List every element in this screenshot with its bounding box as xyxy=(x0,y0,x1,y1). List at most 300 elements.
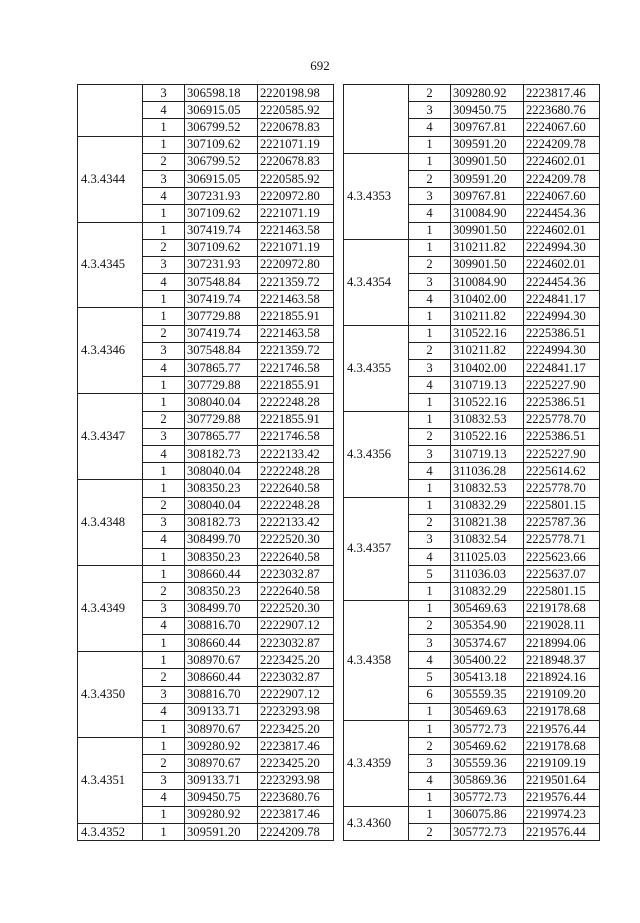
point-number-cell: 4 xyxy=(409,463,451,480)
point-number-cell: 3 xyxy=(143,85,185,102)
y-coordinate-cell: 2219178.68 xyxy=(524,600,600,617)
y-coordinate-cell: 2225778.71 xyxy=(524,531,600,548)
x-coordinate-cell: 308350.23 xyxy=(185,480,258,497)
y-coordinate-cell: 2220972.80 xyxy=(258,256,334,273)
y-coordinate-cell: 2222133.42 xyxy=(258,514,334,531)
x-coordinate-cell: 309591.20 xyxy=(451,136,524,153)
y-coordinate-cell: 2225801.15 xyxy=(524,497,600,514)
x-coordinate-cell: 311025.03 xyxy=(451,549,524,566)
y-coordinate-cell: 2219109.19 xyxy=(524,755,600,772)
table-body xyxy=(344,85,600,841)
point-number-cell: 1 xyxy=(409,806,451,823)
point-number-cell: 2 xyxy=(143,497,185,514)
coordinate-table-right xyxy=(343,84,600,841)
x-coordinate-cell: 310821.38 xyxy=(451,514,524,531)
parcel-id-cell: 4.3.4358 xyxy=(344,600,409,720)
point-number-cell: 3 xyxy=(143,256,185,273)
x-coordinate-cell: 308660.44 xyxy=(185,566,258,583)
table-row xyxy=(78,652,334,669)
x-coordinate-cell: 305559.35 xyxy=(451,686,524,703)
y-coordinate-cell: 2220585.92 xyxy=(258,170,334,187)
y-coordinate-cell: 2222907.12 xyxy=(258,617,334,634)
x-coordinate-cell: 309591.20 xyxy=(451,170,524,187)
parcel-id-cell: 4.3.4344 xyxy=(78,136,143,222)
x-coordinate-cell: 310211.82 xyxy=(451,308,524,325)
y-coordinate-cell: 2222640.58 xyxy=(258,549,334,566)
x-coordinate-cell: 309280.92 xyxy=(185,738,258,755)
x-coordinate-cell: 306799.52 xyxy=(185,119,258,136)
x-coordinate-cell: 308499.70 xyxy=(185,531,258,548)
x-coordinate-cell: 310832.29 xyxy=(451,583,524,600)
y-coordinate-cell: 2219576.44 xyxy=(524,720,600,737)
x-coordinate-cell: 308660.44 xyxy=(185,669,258,686)
x-coordinate-cell: 308182.73 xyxy=(185,514,258,531)
point-number-cell: 1 xyxy=(143,738,185,755)
table-row xyxy=(78,222,334,239)
y-coordinate-cell: 2224602.01 xyxy=(524,222,600,239)
y-coordinate-cell: 2224994.30 xyxy=(524,308,600,325)
y-coordinate-cell: 2224841.17 xyxy=(524,291,600,308)
table-row xyxy=(78,738,334,755)
y-coordinate-cell: 2223817.46 xyxy=(258,738,334,755)
table-row xyxy=(344,806,600,823)
x-coordinate-cell: 310832.53 xyxy=(451,480,524,497)
y-coordinate-cell: 2222133.42 xyxy=(258,445,334,462)
y-coordinate-cell: 2223425.20 xyxy=(258,755,334,772)
y-coordinate-cell: 2222640.58 xyxy=(258,480,334,497)
x-coordinate-cell: 306799.52 xyxy=(185,153,258,170)
x-coordinate-cell: 307231.93 xyxy=(185,256,258,273)
y-coordinate-cell: 2219178.68 xyxy=(524,738,600,755)
x-coordinate-cell: 309901.50 xyxy=(451,256,524,273)
y-coordinate-cell: 2223032.87 xyxy=(258,635,334,652)
point-number-cell: 1 xyxy=(143,549,185,566)
x-coordinate-cell: 308350.23 xyxy=(185,583,258,600)
point-number-cell: 4 xyxy=(143,102,185,119)
parcel-id-cell: 4.3.4355 xyxy=(344,325,409,411)
y-coordinate-cell: 2221071.19 xyxy=(258,239,334,256)
y-coordinate-cell: 2223680.76 xyxy=(258,789,334,806)
x-coordinate-cell: 310084.90 xyxy=(451,274,524,291)
y-coordinate-cell: 2223817.46 xyxy=(524,85,600,102)
point-number-cell: 4 xyxy=(143,274,185,291)
point-number-cell: 2 xyxy=(143,755,185,772)
x-coordinate-cell: 308970.67 xyxy=(185,652,258,669)
point-number-cell: 1 xyxy=(143,824,185,841)
point-number-cell: 5 xyxy=(409,566,451,583)
y-coordinate-cell: 2224994.30 xyxy=(524,342,600,359)
point-number-cell: 3 xyxy=(143,600,185,617)
x-coordinate-cell: 306075.86 xyxy=(451,806,524,823)
y-coordinate-cell: 2225778.70 xyxy=(524,480,600,497)
point-number-cell: 1 xyxy=(409,394,451,411)
point-number-cell: 1 xyxy=(143,308,185,325)
point-number-cell: 1 xyxy=(409,239,451,256)
x-coordinate-cell: 307231.93 xyxy=(185,188,258,205)
y-coordinate-cell: 2225623.66 xyxy=(524,549,600,566)
table-row xyxy=(78,480,334,497)
point-number-cell: 3 xyxy=(409,360,451,377)
x-coordinate-cell: 309450.75 xyxy=(451,102,524,119)
y-coordinate-cell: 2221071.19 xyxy=(258,136,334,153)
y-coordinate-cell: 2219576.44 xyxy=(524,789,600,806)
y-coordinate-cell: 2223293.98 xyxy=(258,703,334,720)
table-row xyxy=(344,85,600,102)
x-coordinate-cell: 310522.16 xyxy=(451,325,524,342)
point-number-cell: 3 xyxy=(143,772,185,789)
y-coordinate-cell: 2225386.51 xyxy=(524,428,600,445)
point-number-cell: 3 xyxy=(143,342,185,359)
point-number-cell: 1 xyxy=(409,600,451,617)
x-coordinate-cell: 308350.23 xyxy=(185,549,258,566)
page-number: 692 xyxy=(310,58,330,73)
parcel-id-cell: 4.3.4354 xyxy=(344,239,409,325)
y-coordinate-cell: 2223032.87 xyxy=(258,669,334,686)
point-number-cell: 4 xyxy=(409,205,451,222)
y-coordinate-cell: 2224994.30 xyxy=(524,239,600,256)
x-coordinate-cell: 310719.13 xyxy=(451,445,524,462)
y-coordinate-cell: 2222248.28 xyxy=(258,463,334,480)
x-coordinate-cell: 308040.04 xyxy=(185,463,258,480)
point-number-cell: 3 xyxy=(409,102,451,119)
point-number-cell: 2 xyxy=(143,153,185,170)
parcel-id-cell: 4.3.4348 xyxy=(78,480,143,566)
y-coordinate-cell: 2220198.98 xyxy=(258,85,334,102)
y-coordinate-cell: 2222907.12 xyxy=(258,686,334,703)
y-coordinate-cell: 2222640.58 xyxy=(258,583,334,600)
x-coordinate-cell: 307865.77 xyxy=(185,360,258,377)
x-coordinate-cell: 305354.90 xyxy=(451,617,524,634)
point-number-cell: 2 xyxy=(409,428,451,445)
y-coordinate-cell: 2225614.62 xyxy=(524,463,600,480)
x-coordinate-cell: 305772.73 xyxy=(451,720,524,737)
point-number-cell: 1 xyxy=(409,411,451,428)
y-coordinate-cell: 2224209.78 xyxy=(524,170,600,187)
table-row xyxy=(344,325,600,342)
y-coordinate-cell: 2224067.60 xyxy=(524,188,600,205)
x-coordinate-cell: 305772.73 xyxy=(451,789,524,806)
x-coordinate-cell: 307865.77 xyxy=(185,428,258,445)
y-coordinate-cell: 2221359.72 xyxy=(258,274,334,291)
y-coordinate-cell: 2223425.20 xyxy=(258,720,334,737)
x-coordinate-cell: 308970.67 xyxy=(185,755,258,772)
parcel-id-cell: 4.3.4357 xyxy=(344,497,409,600)
point-number-cell: 1 xyxy=(143,652,185,669)
point-number-cell: 1 xyxy=(409,789,451,806)
y-coordinate-cell: 2225227.90 xyxy=(524,377,600,394)
x-coordinate-cell: 310402.00 xyxy=(451,291,524,308)
point-number-cell: 3 xyxy=(409,531,451,548)
y-coordinate-cell: 2224209.78 xyxy=(258,824,334,841)
y-coordinate-cell: 2220972.80 xyxy=(258,188,334,205)
point-number-cell: 1 xyxy=(143,205,185,222)
x-coordinate-cell: 306598.18 xyxy=(185,85,258,102)
point-number-cell: 2 xyxy=(143,411,185,428)
y-coordinate-cell: 2223817.46 xyxy=(258,806,334,823)
y-coordinate-cell: 2223293.98 xyxy=(258,772,334,789)
x-coordinate-cell: 309591.20 xyxy=(185,824,258,841)
table-row xyxy=(344,239,600,256)
x-coordinate-cell: 305469.62 xyxy=(451,738,524,755)
y-coordinate-cell: 2224841.17 xyxy=(524,360,600,377)
y-coordinate-cell: 2222248.28 xyxy=(258,394,334,411)
point-number-cell: 3 xyxy=(143,514,185,531)
x-coordinate-cell: 307109.62 xyxy=(185,239,258,256)
y-coordinate-cell: 2223425.20 xyxy=(258,652,334,669)
parcel-id-cell: 4.3.4349 xyxy=(78,566,143,652)
table-row xyxy=(78,566,334,583)
point-number-cell: 1 xyxy=(143,806,185,823)
y-coordinate-cell: 2224454.36 xyxy=(524,205,600,222)
x-coordinate-cell: 309901.50 xyxy=(451,222,524,239)
table-row xyxy=(78,136,334,153)
point-number-cell: 2 xyxy=(143,239,185,256)
x-coordinate-cell: 311036.03 xyxy=(451,566,524,583)
x-coordinate-cell: 307109.62 xyxy=(185,136,258,153)
point-number-cell: 1 xyxy=(409,308,451,325)
point-number-cell: 1 xyxy=(409,703,451,720)
y-coordinate-cell: 2223032.87 xyxy=(258,566,334,583)
y-coordinate-cell: 2218994.06 xyxy=(524,635,600,652)
x-coordinate-cell: 305400.22 xyxy=(451,652,524,669)
x-coordinate-cell: 307729.88 xyxy=(185,377,258,394)
x-coordinate-cell: 305469.63 xyxy=(451,600,524,617)
point-number-cell: 4 xyxy=(143,617,185,634)
y-coordinate-cell: 2220678.83 xyxy=(258,153,334,170)
point-number-cell: 2 xyxy=(409,824,451,841)
point-number-cell: 2 xyxy=(143,583,185,600)
y-coordinate-cell: 2221359.72 xyxy=(258,342,334,359)
x-coordinate-cell: 305772.73 xyxy=(451,824,524,841)
x-coordinate-cell: 306915.05 xyxy=(185,102,258,119)
point-number-cell: 3 xyxy=(409,274,451,291)
y-coordinate-cell: 2218924.16 xyxy=(524,669,600,686)
y-coordinate-cell: 2218948.37 xyxy=(524,652,600,669)
y-coordinate-cell: 2224602.01 xyxy=(524,153,600,170)
x-coordinate-cell: 307419.74 xyxy=(185,222,258,239)
y-coordinate-cell: 2221071.19 xyxy=(258,205,334,222)
point-number-cell: 1 xyxy=(143,463,185,480)
x-coordinate-cell: 310084.90 xyxy=(451,205,524,222)
point-number-cell: 3 xyxy=(409,635,451,652)
point-number-cell: 3 xyxy=(409,445,451,462)
parcel-id-cell: 4.3.4359 xyxy=(344,720,409,806)
x-coordinate-cell: 308040.04 xyxy=(185,497,258,514)
x-coordinate-cell: 305559.36 xyxy=(451,755,524,772)
x-coordinate-cell: 305469.63 xyxy=(451,703,524,720)
point-number-cell: 2 xyxy=(409,617,451,634)
table-row xyxy=(344,153,600,170)
point-number-cell: 1 xyxy=(409,497,451,514)
x-coordinate-cell: 310402.00 xyxy=(451,360,524,377)
parcel-id-cell: 4.3.4360 xyxy=(344,806,409,840)
x-coordinate-cell: 308816.70 xyxy=(185,617,258,634)
y-coordinate-cell: 2220678.83 xyxy=(258,119,334,136)
x-coordinate-cell: 307548.84 xyxy=(185,274,258,291)
point-number-cell: 3 xyxy=(409,755,451,772)
point-number-cell: 2 xyxy=(409,738,451,755)
parcel-id-cell: 4.3.4352 xyxy=(78,824,143,841)
point-number-cell: 1 xyxy=(143,291,185,308)
y-coordinate-cell: 2225386.51 xyxy=(524,394,600,411)
x-coordinate-cell: 308182.73 xyxy=(185,445,258,462)
parcel-id-cell: 4.3.4351 xyxy=(78,738,143,824)
point-number-cell: 1 xyxy=(409,480,451,497)
point-number-cell: 4 xyxy=(409,549,451,566)
x-coordinate-cell: 305413.18 xyxy=(451,669,524,686)
x-coordinate-cell: 311036.28 xyxy=(451,463,524,480)
x-coordinate-cell: 307109.62 xyxy=(185,205,258,222)
point-number-cell: 4 xyxy=(143,789,185,806)
x-coordinate-cell: 309450.75 xyxy=(185,789,258,806)
x-coordinate-cell: 305869.36 xyxy=(451,772,524,789)
x-coordinate-cell: 308499.70 xyxy=(185,600,258,617)
parcel-id-cell xyxy=(344,85,409,154)
point-number-cell: 4 xyxy=(143,188,185,205)
table-row xyxy=(344,720,600,737)
parcel-id-cell: 4.3.4356 xyxy=(344,411,409,497)
point-number-cell: 2 xyxy=(409,85,451,102)
y-coordinate-cell: 2221746.58 xyxy=(258,428,334,445)
y-coordinate-cell: 2221463.58 xyxy=(258,325,334,342)
point-number-cell: 1 xyxy=(143,480,185,497)
parcel-id-cell: 4.3.4353 xyxy=(344,153,409,239)
y-coordinate-cell: 2221463.58 xyxy=(258,222,334,239)
x-coordinate-cell: 308040.04 xyxy=(185,394,258,411)
point-number-cell: 4 xyxy=(409,652,451,669)
y-coordinate-cell: 2219974.23 xyxy=(524,806,600,823)
point-number-cell: 2 xyxy=(409,514,451,531)
y-coordinate-cell: 2224602.01 xyxy=(524,256,600,273)
table-body xyxy=(78,85,334,841)
point-number-cell: 6 xyxy=(409,686,451,703)
y-coordinate-cell: 2221746.58 xyxy=(258,360,334,377)
point-number-cell: 2 xyxy=(143,669,185,686)
point-number-cell: 4 xyxy=(143,703,185,720)
x-coordinate-cell: 307729.88 xyxy=(185,308,258,325)
point-number-cell: 4 xyxy=(409,291,451,308)
x-coordinate-cell: 306915.05 xyxy=(185,170,258,187)
point-number-cell: 2 xyxy=(409,256,451,273)
y-coordinate-cell: 2219576.44 xyxy=(524,824,600,841)
point-number-cell: 1 xyxy=(143,222,185,239)
point-number-cell: 1 xyxy=(143,635,185,652)
parcel-id-cell xyxy=(78,85,143,137)
y-coordinate-cell: 2225637.07 xyxy=(524,566,600,583)
point-number-cell: 1 xyxy=(143,720,185,737)
y-coordinate-cell: 2225386.51 xyxy=(524,325,600,342)
point-number-cell: 1 xyxy=(143,136,185,153)
point-number-cell: 5 xyxy=(409,669,451,686)
table-row xyxy=(78,308,334,325)
point-number-cell: 2 xyxy=(409,342,451,359)
point-number-cell: 1 xyxy=(143,119,185,136)
x-coordinate-cell: 310211.82 xyxy=(451,239,524,256)
y-coordinate-cell: 2221855.91 xyxy=(258,308,334,325)
table-row xyxy=(344,411,600,428)
y-coordinate-cell: 2220585.92 xyxy=(258,102,334,119)
x-coordinate-cell: 310211.82 xyxy=(451,342,524,359)
table-row xyxy=(344,600,600,617)
point-number-cell: 2 xyxy=(409,170,451,187)
x-coordinate-cell: 309767.81 xyxy=(451,188,524,205)
point-number-cell: 4 xyxy=(409,119,451,136)
point-number-cell: 4 xyxy=(409,377,451,394)
table-row xyxy=(78,824,334,841)
point-number-cell: 1 xyxy=(409,583,451,600)
point-number-cell: 2 xyxy=(143,325,185,342)
point-number-cell: 1 xyxy=(409,720,451,737)
table-row xyxy=(78,85,334,102)
x-coordinate-cell: 307419.74 xyxy=(185,325,258,342)
x-coordinate-cell: 310522.16 xyxy=(451,394,524,411)
x-coordinate-cell: 310832.54 xyxy=(451,531,524,548)
point-number-cell: 4 xyxy=(143,360,185,377)
y-coordinate-cell: 2224067.60 xyxy=(524,119,600,136)
point-number-cell: 1 xyxy=(143,566,185,583)
y-coordinate-cell: 2223680.76 xyxy=(524,102,600,119)
parcel-id-cell: 4.3.4345 xyxy=(78,222,143,308)
x-coordinate-cell: 309133.71 xyxy=(185,703,258,720)
x-coordinate-cell: 309901.50 xyxy=(451,153,524,170)
parcel-id-cell: 4.3.4350 xyxy=(78,652,143,738)
point-number-cell: 4 xyxy=(143,445,185,462)
y-coordinate-cell: 2221855.91 xyxy=(258,377,334,394)
y-coordinate-cell: 2224209.78 xyxy=(524,136,600,153)
point-number-cell: 1 xyxy=(409,136,451,153)
x-coordinate-cell: 307729.88 xyxy=(185,411,258,428)
y-coordinate-cell: 2225801.15 xyxy=(524,583,600,600)
point-number-cell: 4 xyxy=(409,772,451,789)
parcel-id-cell: 4.3.4347 xyxy=(78,394,143,480)
x-coordinate-cell: 310719.13 xyxy=(451,377,524,394)
x-coordinate-cell: 307548.84 xyxy=(185,342,258,359)
parcel-id-cell: 4.3.4346 xyxy=(78,308,143,394)
y-coordinate-cell: 2222248.28 xyxy=(258,497,334,514)
y-coordinate-cell: 2225227.90 xyxy=(524,445,600,462)
x-coordinate-cell: 309280.92 xyxy=(185,806,258,823)
point-number-cell: 1 xyxy=(143,394,185,411)
point-number-cell: 1 xyxy=(143,377,185,394)
point-number-cell: 1 xyxy=(409,153,451,170)
table-row xyxy=(344,497,600,514)
x-coordinate-cell: 308660.44 xyxy=(185,635,258,652)
y-coordinate-cell: 2219028.11 xyxy=(524,617,600,634)
y-coordinate-cell: 2222520.30 xyxy=(258,531,334,548)
y-coordinate-cell: 2219109.20 xyxy=(524,686,600,703)
x-coordinate-cell: 309280.92 xyxy=(451,85,524,102)
x-coordinate-cell: 308816.70 xyxy=(185,686,258,703)
y-coordinate-cell: 2224454.36 xyxy=(524,274,600,291)
x-coordinate-cell: 308970.67 xyxy=(185,720,258,737)
x-coordinate-cell: 305374.67 xyxy=(451,635,524,652)
y-coordinate-cell: 2222520.30 xyxy=(258,600,334,617)
coordinate-table-left xyxy=(77,84,334,841)
table-row xyxy=(78,394,334,411)
y-coordinate-cell: 2219501.64 xyxy=(524,772,600,789)
x-coordinate-cell: 307419.74 xyxy=(185,291,258,308)
point-number-cell: 3 xyxy=(143,686,185,703)
x-coordinate-cell: 310832.53 xyxy=(451,411,524,428)
point-number-cell: 3 xyxy=(409,188,451,205)
y-coordinate-cell: 2225778.70 xyxy=(524,411,600,428)
x-coordinate-cell: 309133.71 xyxy=(185,772,258,789)
y-coordinate-cell: 2219178.68 xyxy=(524,703,600,720)
x-coordinate-cell: 310832.29 xyxy=(451,497,524,514)
x-coordinate-cell: 309767.81 xyxy=(451,119,524,136)
point-number-cell: 1 xyxy=(409,222,451,239)
y-coordinate-cell: 2221855.91 xyxy=(258,411,334,428)
